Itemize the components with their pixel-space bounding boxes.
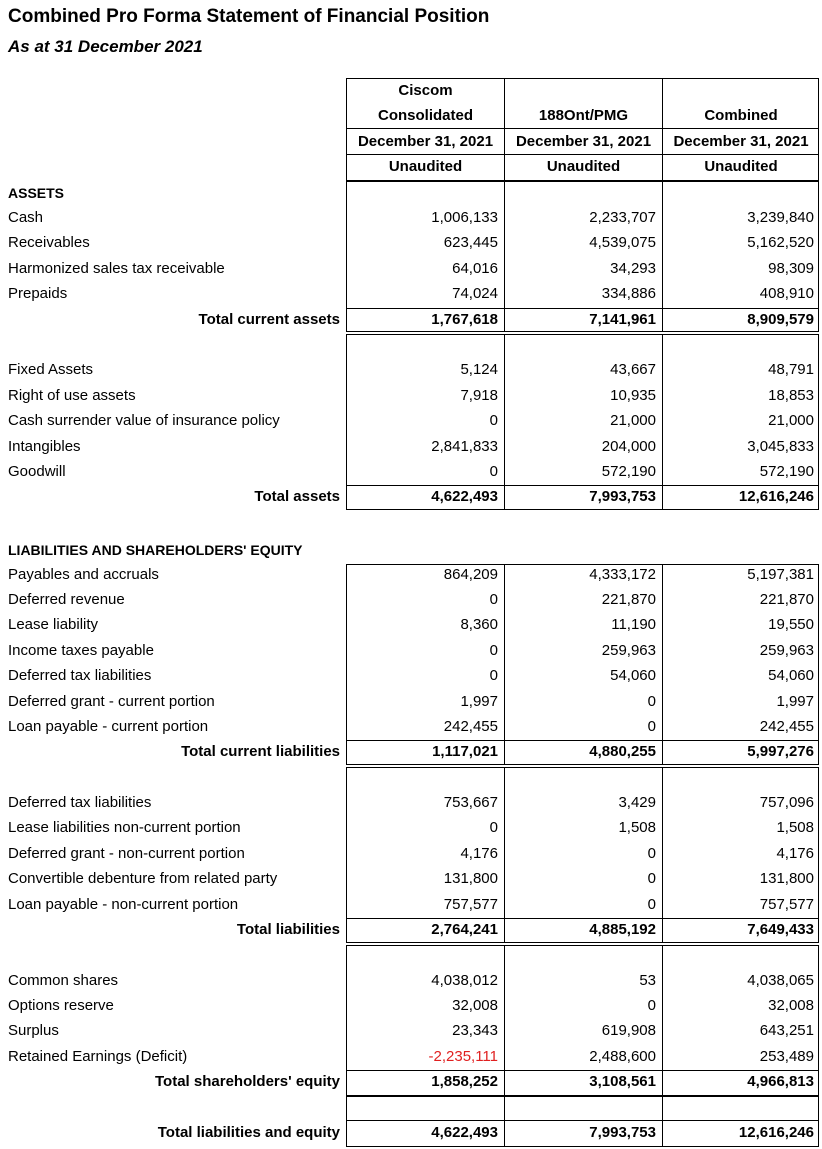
column-1-name-line1: Ciscom: [398, 82, 453, 99]
column-divider: [662, 1096, 663, 1147]
value-column-1: 74,024: [452, 285, 498, 302]
column-divider: [504, 181, 505, 332]
column-divider: [662, 564, 663, 765]
value-column-3: 5,197,381: [747, 566, 814, 583]
value-column-3: 1,997: [776, 693, 814, 710]
value-column-2: 43,667: [610, 361, 656, 378]
section-heading-assets: ASSETS: [8, 185, 65, 201]
value-column-1: 8,360: [460, 616, 498, 633]
value-column-3: 259,963: [759, 642, 814, 659]
value-column-3: 19,550: [768, 616, 814, 633]
row-label: Lease liability: [8, 616, 99, 633]
value-column-1: 4,622,493: [431, 1124, 498, 1141]
total-row-label: Total liabilities: [236, 921, 340, 938]
value-column-1: 4,622,493: [431, 488, 498, 505]
value-column-1: 0: [489, 642, 498, 659]
column-divider: [504, 334, 505, 510]
value-column-2: 2,233,707: [589, 209, 656, 226]
header-rule: [346, 154, 819, 155]
row-label: Retained Earnings (Deficit): [8, 1048, 188, 1065]
total-rule: [346, 1070, 819, 1071]
row-label: Convertible debenture from related party: [8, 870, 278, 887]
value-column-2: 0: [647, 896, 656, 913]
column-divider: [662, 767, 663, 943]
value-column-3: 757,096: [759, 794, 814, 811]
value-column-2: 204,000: [601, 438, 656, 455]
value-column-1: 0: [489, 667, 498, 684]
value-column-2: 1,508: [618, 819, 656, 836]
row-label: Lease liabilities non-current portion: [8, 819, 241, 836]
value-column-1: 757,577: [443, 896, 498, 913]
value-column-1: 32,008: [452, 997, 498, 1014]
value-column-2: 2,488,600: [589, 1048, 656, 1065]
value-column-3: 253,489: [759, 1048, 814, 1065]
total-rule: [346, 485, 819, 486]
value-column-1: 0: [489, 591, 498, 608]
total-row-label: Total assets: [254, 488, 340, 505]
value-column-1: 0: [489, 412, 498, 429]
total-rule: [346, 308, 819, 309]
value-column-3: 12,616,246: [738, 488, 814, 505]
value-column-2: 4,333,172: [589, 566, 656, 583]
value-column-2: 7,993,753: [589, 488, 656, 505]
row-label: Payables and accruals: [8, 566, 159, 583]
row-label: Surplus: [8, 1022, 59, 1039]
row-label: Loan payable - non-current portion: [8, 896, 239, 913]
value-column-1: 5,124: [460, 361, 498, 378]
row-label: Receivables: [8, 234, 90, 251]
row-label: Intangibles: [8, 438, 81, 455]
value-column-1: 23,343: [452, 1022, 498, 1039]
header-rule: [346, 128, 819, 129]
value-column-3: 4,966,813: [747, 1073, 814, 1090]
row-label: Cash: [8, 209, 44, 226]
value-column-1: 0: [489, 819, 498, 836]
value-column-2: 7,993,753: [589, 1124, 656, 1141]
value-column-3: 3,239,840: [747, 209, 814, 226]
value-column-2: 3,429: [618, 794, 656, 811]
column-divider: [662, 181, 663, 332]
row-label: Deferred grant - non-current portion: [8, 845, 245, 862]
column-1-name-line2: Consolidated: [377, 107, 473, 124]
value-column-2: 0: [647, 997, 656, 1014]
total-row-label: Total current assets: [198, 311, 340, 328]
row-label: Income taxes payable: [8, 642, 154, 659]
value-column-1: 2,764,241: [431, 921, 498, 938]
row-label: Deferred grant - current portion: [8, 693, 215, 710]
value-column-3: 242,455: [759, 718, 814, 735]
value-column-1: 623,445: [443, 234, 498, 251]
value-column-2: 53: [639, 972, 656, 989]
value-column-2: 4,880,255: [589, 743, 656, 760]
section-heading-liabilities-equity: LIABILITIES AND SHAREHOLDERS' EQUITY: [8, 542, 303, 558]
row-label: Common shares: [8, 972, 119, 989]
spacer-rule: [346, 1120, 819, 1121]
row-label: Right of use assets: [8, 387, 136, 404]
value-column-3: 757,577: [759, 896, 814, 913]
value-column-2: 619,908: [601, 1022, 656, 1039]
value-column-2: 54,060: [610, 667, 656, 684]
block-current-assets: [346, 181, 819, 332]
value-column-2: 4,539,075: [589, 234, 656, 251]
column-3-name: Combined: [704, 107, 778, 124]
value-column-1: 1,997: [460, 693, 498, 710]
value-column-3: 572,190: [759, 463, 814, 480]
row-label: Prepaids: [8, 285, 68, 302]
block-current-liabilities: [346, 564, 819, 765]
value-column-2: 0: [647, 870, 656, 887]
value-column-3: 408,910: [759, 285, 814, 302]
value-column-3: 98,309: [768, 260, 814, 277]
value-column-3: 21,000: [768, 412, 814, 429]
value-column-3: 5,162,520: [747, 234, 814, 251]
value-column-2: 11,190: [611, 616, 656, 633]
column-2-status: Unaudited: [546, 158, 621, 175]
column-divider: [662, 945, 663, 1096]
row-label: Options reserve: [8, 997, 114, 1014]
value-column-3: 8,909,579: [747, 311, 814, 328]
value-column-2: 10,935: [610, 387, 656, 404]
value-column-3: 7,649,433: [747, 921, 814, 938]
value-column-2: 334,886: [601, 285, 656, 302]
value-column-1: 64,016: [452, 260, 498, 277]
value-column-2: 0: [647, 693, 656, 710]
value-column-2: 0: [647, 718, 656, 735]
value-column-1: 7,918: [460, 387, 498, 404]
value-column-3: 4,176: [776, 845, 814, 862]
value-column-1: 242,455: [443, 718, 498, 735]
column-3-status: Unaudited: [704, 158, 778, 175]
row-label: Harmonized sales tax receivable: [8, 260, 225, 277]
total-rule: [346, 918, 819, 919]
value-column-1: 1,858,252: [431, 1073, 498, 1090]
value-column-2: 3,108,561: [589, 1073, 656, 1090]
column-3-date: December 31, 2021: [673, 133, 809, 150]
value-column-3: 221,870: [759, 591, 814, 608]
total-rule: [346, 740, 819, 741]
row-label: Deferred tax liabilities: [8, 667, 152, 684]
page-subtitle: As at 31 December 2021: [8, 37, 203, 56]
value-column-1: 1,767,618: [431, 311, 498, 328]
total-row-label: Total shareholders' equity: [155, 1073, 340, 1090]
value-column-3: 32,008: [768, 997, 814, 1014]
row-label: Cash surrender value of insurance policy: [8, 412, 280, 429]
value-column-3: 18,853: [768, 387, 814, 404]
value-column-2: 34,293: [610, 260, 656, 277]
value-column-1: 1,117,021: [432, 743, 498, 760]
value-column-3: 54,060: [768, 667, 814, 684]
value-column-3: 643,251: [759, 1022, 814, 1039]
row-label: Goodwill: [8, 463, 66, 480]
value-column-1: 4,038,012: [431, 972, 498, 989]
value-column-3: 3,045,833: [747, 438, 814, 455]
value-column-2: 259,963: [601, 642, 656, 659]
value-column-2: 221,870: [601, 591, 656, 608]
row-label: Fixed Assets: [8, 361, 94, 378]
column-1-date: December 31, 2021: [357, 133, 494, 150]
column-divider: [504, 564, 505, 765]
value-column-1: 1,006,133: [431, 209, 498, 226]
value-column-1: 2,841,833: [431, 438, 498, 455]
value-column-2: 4,885,192: [589, 921, 656, 938]
value-column-3: 1,508: [776, 819, 814, 836]
block-noncurrent-liabilities: [346, 767, 819, 943]
column-divider: [662, 334, 663, 510]
value-column-1: 753,667: [443, 794, 498, 811]
block-noncurrent-assets: [346, 334, 819, 510]
column-divider: [504, 767, 505, 943]
row-label: Loan payable - current portion: [8, 718, 209, 735]
total-row-label: Total current liabilities: [181, 743, 340, 760]
column-1-status: Unaudited: [388, 158, 463, 175]
value-column-1: 0: [489, 463, 498, 480]
value-column-2: 572,190: [601, 463, 656, 480]
value-column-1: 864,209: [443, 566, 498, 583]
value-column-3: 5,997,276: [747, 743, 814, 760]
column-divider: [504, 945, 505, 1096]
column-divider: [504, 1096, 505, 1147]
page-title: Combined Pro Forma Statement of Financial Position: [8, 6, 490, 27]
value-column-3: 48,791: [768, 361, 814, 378]
value-column-2: 21,000: [610, 412, 656, 429]
value-column-2: 0: [647, 845, 656, 862]
column-2-name: 188Ont/PMG: [538, 107, 629, 124]
value-column-2: 7,141,961: [589, 311, 656, 328]
value-column-1: -2,235,111: [428, 1048, 498, 1065]
value-column-3: 131,800: [759, 870, 814, 887]
total-row-label: Total liabilities and equity: [157, 1124, 340, 1141]
value-column-1: 131,800: [443, 870, 498, 887]
row-label: Deferred tax liabilities: [8, 794, 152, 811]
value-column-3: 12,616,246: [738, 1124, 814, 1141]
row-label: Deferred revenue: [8, 591, 125, 608]
value-column-1: 4,176: [460, 845, 498, 862]
column-2-date: December 31, 2021: [515, 133, 652, 150]
value-column-3: 4,038,065: [747, 972, 814, 989]
